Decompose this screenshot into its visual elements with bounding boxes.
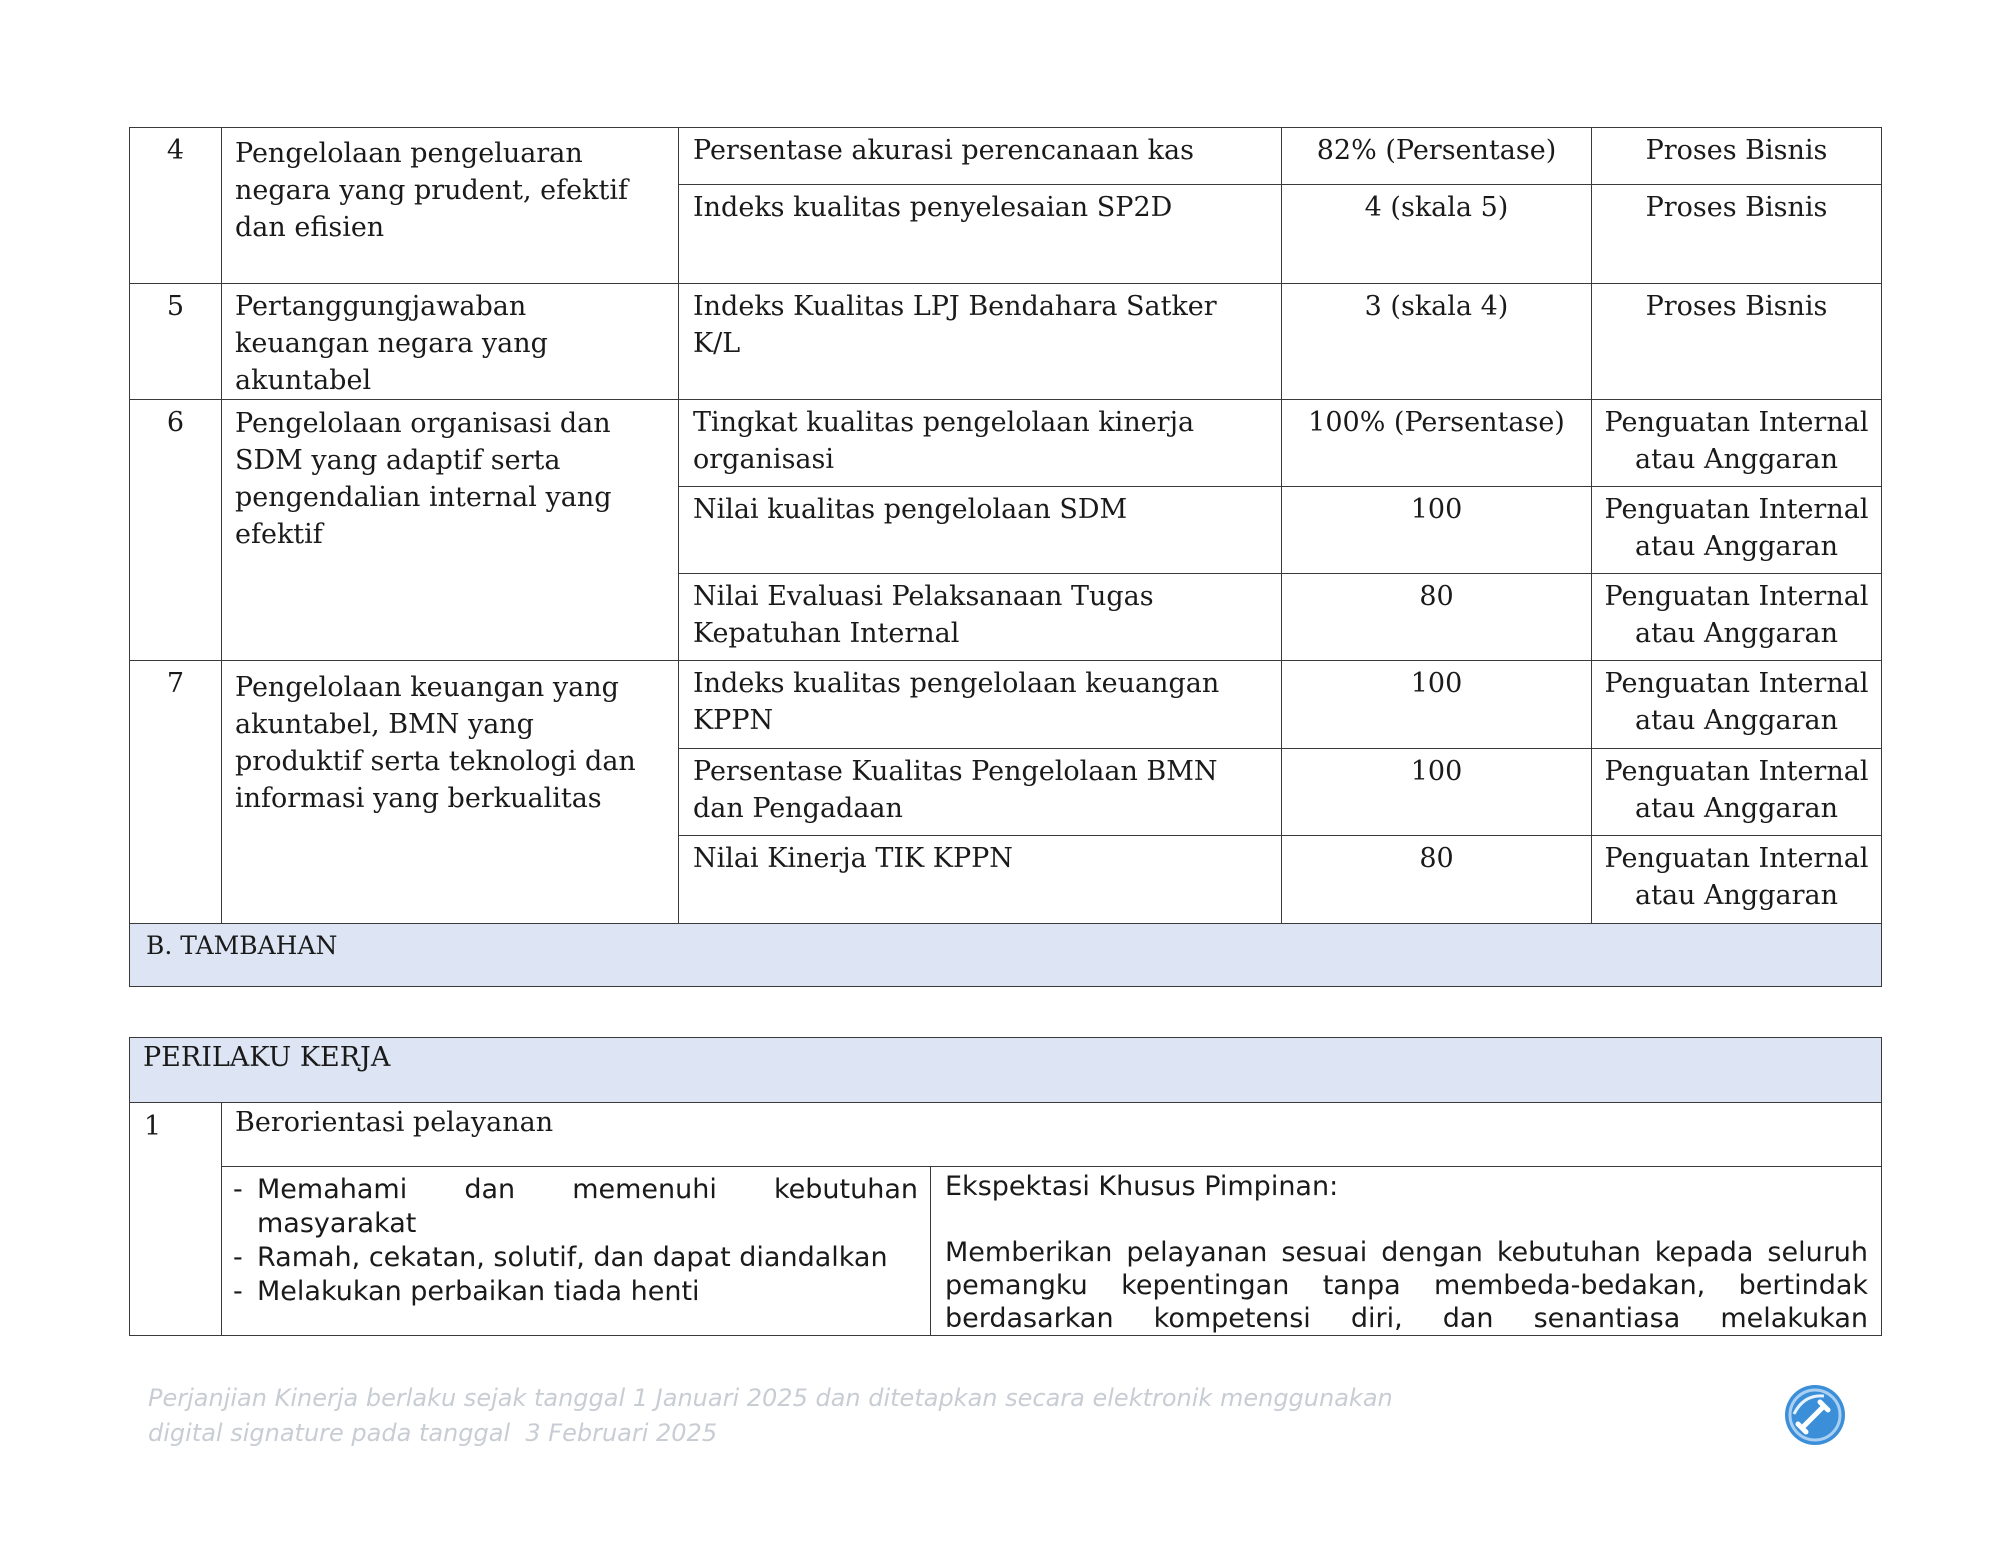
list-item: - Ramah, cekatan, solutif, dan dapat diandalkan [233,1241,918,1275]
behavior-points [222,1167,931,1336]
goal-number: 5 [130,284,222,400]
table-row [130,1103,1882,1167]
table-row [130,400,1882,487]
table-row [130,661,1882,749]
list-item: - Melakukan perbaikan tiada henti [233,1275,918,1309]
target: 4 (skala 5) [1282,185,1592,284]
behavior-point-text: Melakukan perbaikan tiada henti [257,1276,700,1307]
category: Penguatan Internal atau Anggaran [1592,574,1882,661]
category: Penguatan Internal atau Anggaran [1592,749,1882,836]
indicator: Nilai Kinerja TIK KPPN [679,836,1282,924]
target: 100% (Persentase) [1282,400,1592,487]
behavior-number: 1 [130,1103,222,1336]
category: Penguatan Internal atau Anggaran [1592,836,1882,924]
category: Proses Bisnis [1592,128,1882,185]
expectation-text: Memberikan pelayanan sesuai dengan kebutuhan kepada seluruh pemangku kepentingan tanpa membeda-bedakan, bertindak berdasarkan kompetensi diri, dan senantiasa melakukan [945,1237,1869,1334]
indicator: Nilai kualitas pengelolaan SDM [679,487,1282,574]
table-row [130,1167,1882,1336]
footer-note [148,1381,1448,1451]
category: Penguatan Internal atau Anggaran [1592,400,1882,487]
footer-note-line: digital signature pada tanggal 3 Februari 2025 [148,1419,718,1447]
strategic-goal: Pengelolaan keuangan yang akuntabel, BMN yang produktif serta teknologi dan informasi yang berkualitas [222,661,679,924]
indicator: Persentase Kualitas Pengelolaan BMN dan Pengadaan [679,749,1282,836]
goal-number: 6 [130,400,222,661]
section-row [130,924,1882,987]
list-item: - Memahami dan memenuhi kebutuhan masyarakat [233,1174,918,1239]
category: Proses Bisnis [1592,284,1882,400]
behavior-point-text: Memahami dan memenuhi kebutuhan masyarakat [257,1174,918,1239]
table-row [130,284,1882,400]
behavior-name: Berorientasi pelayanan [222,1103,1882,1167]
target: 82% (Persentase) [1282,128,1592,185]
category: Proses Bisnis [1592,185,1882,284]
target: 80 [1282,574,1592,661]
expectation-label: Ekspektasi Khusus Pimpinan: [945,1171,1339,1202]
indicator: Indeks kualitas penyelesaian SP2D [679,185,1282,284]
table-row [130,1038,1882,1103]
target: 100 [1282,661,1592,749]
indicator: Nilai Evaluasi Pelaksanaan Tugas Kepatuhan Internal [679,574,1282,661]
section-tambahan-heading: B. TAMBAHAN [130,924,1882,987]
performance-indicator-table [129,127,1882,987]
target: 80 [1282,836,1592,924]
goal-number: 4 [130,128,222,284]
leader-expectation [931,1167,1882,1336]
category: Penguatan Internal atau Anggaran [1592,661,1882,749]
indicator: Persentase akurasi perencanaan kas [679,128,1282,185]
strategic-goal: Pengelolaan pengeluaran negara yang prudent, efektif dan efisien [222,128,679,284]
target: 100 [1282,487,1592,574]
category: Penguatan Internal atau Anggaran [1592,487,1882,574]
indicator: Indeks Kualitas LPJ Bendahara Satker K/L [679,284,1282,400]
target: 3 (skala 4) [1282,284,1592,400]
goal-number: 7 [130,661,222,924]
behavior-point-text: Ramah, cekatan, solutif, dan dapat diandalkan [257,1242,888,1273]
target: 100 [1282,749,1592,836]
work-behavior-table [129,1037,1882,1336]
footer-note-line: Perjanjian Kinerja berlaku sejak tanggal 1 Januari 2025 dan ditetapkan secara elektronik menggunakan [148,1384,1393,1412]
table-row [130,128,1882,185]
strategic-goal: Pertanggungjawaban keuangan negara yang akuntabel [222,284,679,400]
indicator: Tingkat kualitas pengelolaan kinerja organisasi [679,400,1282,487]
work-behavior-heading: PERILAKU KERJA [130,1038,1882,1103]
strategic-goal: Pengelolaan organisasi dan SDM yang adaptif serta pengendalian internal yang efektif [222,400,679,661]
digital-signature-seal-icon [1784,1384,1846,1446]
indicator: Indeks kualitas pengelolaan keuangan KPPN [679,661,1282,749]
